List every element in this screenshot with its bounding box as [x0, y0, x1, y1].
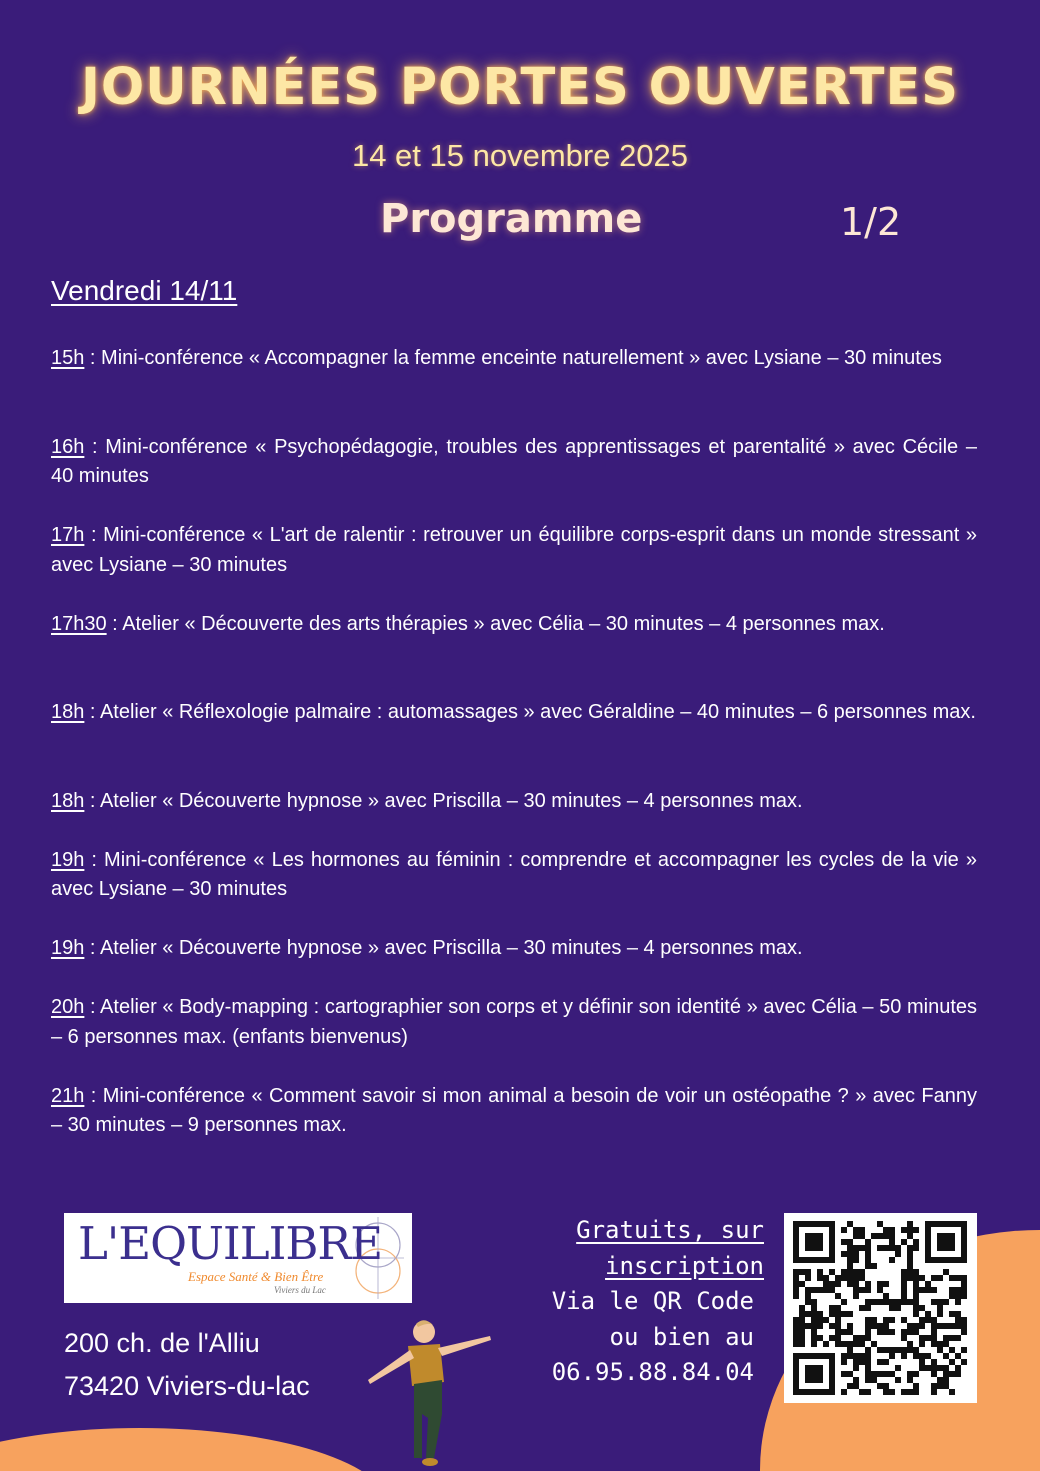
signup-or-line: ou bien au [609, 1322, 754, 1351]
schedule-time: 18h [51, 701, 85, 723]
schedule-time: 17h [51, 524, 85, 546]
schedule-item [51, 993, 977, 1052]
schedule-time: 19h [51, 848, 85, 871]
signup-registration-line: inscription [605, 1251, 764, 1280]
schedule-text: : Mini-conférence « Accompagner la femme enceinte naturellement » avec Lysiane – 30 minutes [84, 347, 942, 369]
schedule-item [51, 433, 977, 492]
dancing-person-icon [358, 1318, 498, 1468]
schedule-time: 17h30 [51, 612, 107, 635]
schedule-text: : Mini-conférence « Les hormones au féminin : comprendre et accompagner les cycles de la vie » avec Lysiane – 30 minutes [51, 848, 977, 900]
schedule-item [51, 521, 977, 580]
signup-free-line: Gratuits, sur [576, 1216, 764, 1244]
signup-qr-line: Via le QR Code [551, 1287, 754, 1315]
schedule-text: : Atelier « Body-mapping : cartographier son corps et y définir son identité » avec Célia – 50 minutes – 6 personnes max. (enfants bienvenus) [51, 996, 977, 1048]
schedule-item [51, 610, 977, 669]
logo-name: L'EQUILIBRE [78, 1217, 383, 1270]
qr-modules [793, 1221, 967, 1395]
schedule-text: : Mini-conférence « L'art de ralentir : retrouver un équilibre corps-esprit dans un monde stressant » avec Lysiane – 30 minutes [51, 524, 977, 576]
schedule-time: 21h [51, 1084, 85, 1107]
phone-number[interactable]: 06.95.88.84.04 [551, 1358, 754, 1386]
schedule-text: : Atelier « Découverte hypnose » avec Priscilla – 30 minutes – 4 personnes max. [84, 937, 803, 959]
schedule-text: : Atelier « Découverte hypnose » avec Priscilla – 30 minutes – 4 personnes max. [84, 789, 803, 812]
schedule-list [51, 344, 977, 1170]
schedule-text: : Atelier « Réflexologie palmaire : automassages » avec Géraldine – 40 minutes – 6 personnes max. [84, 701, 976, 723]
decorative-orange-blob-left [0, 1428, 390, 1471]
schedule-time: 20h [51, 996, 85, 1018]
logo-place: Viviers du Lac [274, 1285, 326, 1295]
schedule-time: 15h [51, 347, 85, 369]
schedule-text: : Atelier « Découverte des arts thérapies » avec Célia – 30 minutes – 4 personnes max. [106, 612, 885, 635]
page-title: JOURNÉES PORTES OUVERTES [80, 58, 960, 117]
schedule-item [51, 934, 977, 964]
page-indicator: 1/2 [840, 200, 902, 244]
schedule-time: 16h [51, 435, 85, 458]
schedule-text: : Mini-conférence « Comment savoir si mon animal a besoin de voir un ostéopathe ? » avec Fanny – 30 minutes – 9 personnes max. [51, 1084, 977, 1136]
event-dates: 14 et 15 novembre 2025 [351, 138, 689, 173]
logo-tagline: Espace Santé & Bien Être [188, 1269, 324, 1284]
schedule-item [51, 787, 977, 817]
address [64, 1322, 310, 1408]
address-city: 73420 Viviers-du-lac [64, 1371, 310, 1401]
schedule-item [51, 846, 977, 905]
qr-code-icon[interactable] [784, 1213, 977, 1403]
schedule-time: 19h [51, 937, 85, 959]
schedule-item [51, 698, 977, 757]
schedule-text: : Mini-conférence « Psychopédagogie, troubles des apprentissages et parentalité » avec Cécile – 40 minutes [51, 435, 977, 487]
day-heading: Vendredi 14/11 [51, 275, 238, 306]
schedule-time: 18h [51, 789, 85, 812]
schedule-item [51, 344, 977, 403]
schedule-item [51, 1082, 977, 1141]
qr-code-graphic [784, 1213, 977, 1403]
equilibre-logo [64, 1213, 412, 1303]
signup-info [480, 1213, 764, 1391]
address-street: 200 ch. de l'Alliu [64, 1328, 260, 1358]
programme-heading: Programme [380, 196, 643, 242]
